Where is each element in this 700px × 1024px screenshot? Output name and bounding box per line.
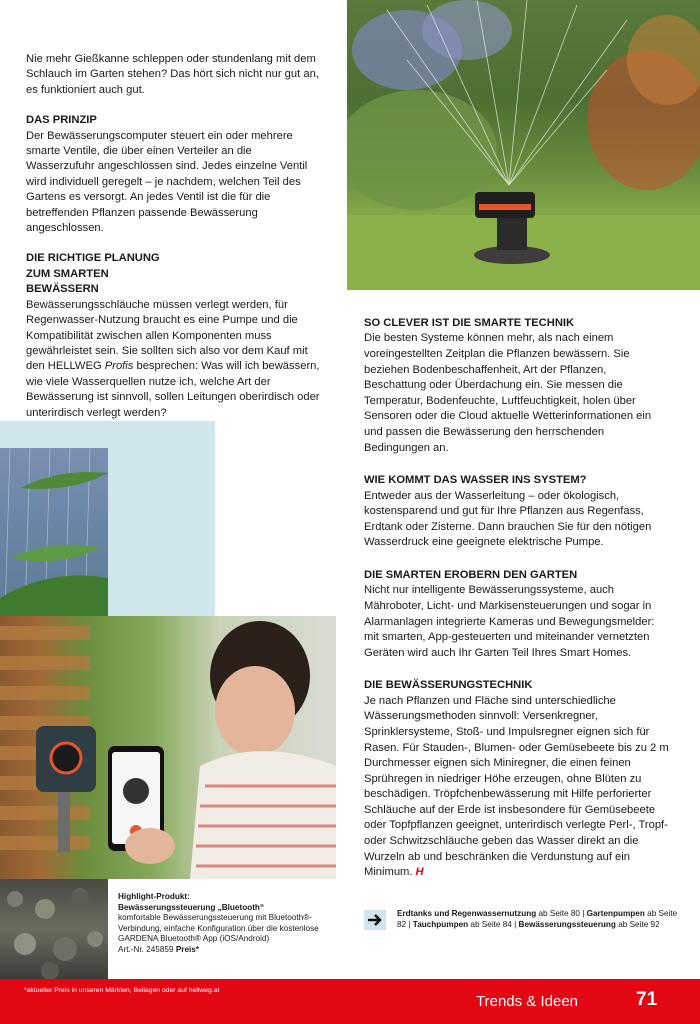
highlight-product-name: Bewässerungssteuerung „Bluetooth“ — [118, 902, 265, 912]
rain-illustration — [0, 448, 108, 616]
teal-accent-top — [0, 421, 108, 448]
body-wasser-system: Entweder aus der Wasserleitung – oder ökologisch, kostensparend und gut für Ihre Pflanzen aus Regenfass, Erdtank oder Zisterne. Dann brauchen Sie für den nötigen Wasserdruck eine geeignete elektrische Pumpe. — [364, 489, 652, 549]
sprinkler-photo — [347, 0, 700, 290]
xref-item[interactable]: Tauchpumpen — [412, 920, 469, 929]
highlight-product — [118, 892, 343, 956]
highlight-article-line: Art.-Nr. 245859 Preis* — [118, 944, 200, 954]
cross-ref-arrow-icon — [364, 910, 386, 930]
heading-clever-technik: SO CLEVER IST DIE SMARTE TECHNIK — [364, 317, 575, 329]
body-richtige-planung: Bewässerungsschläuche müssen verlegt werden, für Regenwasser-Nutzung braucht es eine Pumpe und die Kompatibilität zwischen allen Komponenten muss gewährleistet sein. Sie sollten sich also vor dem Kauf mit den HELLWEG Profis besprechen: Was will ich bewässern, wie viele Wasserquellen nutze ich, welche Art der Bewässerung ist sinnvoll, sollen Leitungen oberirdisch oder unterirdisch verlegt werden? — [26, 298, 320, 419]
footer-bar — [0, 979, 700, 1024]
hellweg-end-mark: H — [415, 866, 424, 879]
sprinkler-illustration — [347, 0, 700, 290]
cross-reference: Erdtanks und Regenwassernutzung ab Seite 80 | Gartenpumpen ab Seite 82 | Tauchpumpen ab Seite 84 | Bewässerungssteuerung ab Seite 92 — [397, 909, 678, 929]
xref-item[interactable]: Bewässerungssteuerung — [518, 920, 616, 929]
garden-controller-illustration — [0, 616, 336, 879]
right-column — [364, 316, 670, 898]
highlight-description: komfortable Bewässerungssteuerung mit Bluetooth®-Verbindung, einfache Konfiguration über die kostenlose GARDENA Bluetooth® App (iOS/Android) — [118, 913, 319, 944]
heading-bewaesserungstechnik: DIE BEWÄSSERUNGSTECHNIK — [364, 679, 533, 692]
xref-item[interactable]: Gartenpumpen — [586, 909, 645, 918]
heading-wasser-system: WIE KOMMT DAS WASSER INS SYSTEM? — [364, 474, 587, 487]
body-smarten-garten: Nicht nur intelligente Bewässerungssysteme, auch Mähroboter, Licht- und Markisensteuerungen und sogar in Alarmanlagen integrierte Kameras und Bewegungsmelder: mit smarten, App-gesteuerten und miteinander vernetzten Geräten wird auch Ihr Garten Teil Ihres Smart Homes. — [364, 584, 655, 659]
woman-with-phone-photo — [0, 616, 336, 879]
xref-item[interactable]: Erdtanks und Regenwassernutzung — [397, 909, 537, 918]
page-number: 71 — [636, 989, 658, 1010]
body-clever-technik: Die besten Systeme können mehr, als nach einem voreingestellten Zeitplan die Pflanzen bewässern. Sie beziehen Bodenbeschaffenheit, Art der Pflanzen, Beschattung oder Überdachung ein. Sie messen die Temperatur, Bodenfeuchte, Luftfeuchtigkeit, holen über Sensoren oder die Cloud aktuelle Wetterinformationen ein und passen die Bewässerung den herrschenden Bedingungen an. — [364, 332, 652, 454]
teal-accent-block — [108, 421, 215, 616]
intro-text: Nie mehr Gießkanne schleppen oder stundenlang mit dem Schlauch im Garten stehen? Das hört sich nicht nur gut an, es funktioniert auch gut. — [26, 53, 319, 96]
heading-das-prinzip: DAS PRINZIP — [26, 114, 97, 127]
body-bewaesserungstechnik: Je nach Pflanzen und Fläche sind unterschiedliche Wässerungsmethoden sinnvoll: Versenkregner, Sprinklersysteme, Stoß- und Impulsregner eignen sich für Rasen. Für Stauden-, Blumen- oder Gemüsebeete bis zu 2 m Durchmesser eignen sich Miniregner, die einen feinen Sprühregen in niedriger Höhe erzeugen, ohne Blüten zu beschädigen. Tröpfchenbewässerung mit Hilfe perforierter Schläuche auf der Erde ist insbesondere für Gemüsebeete oder Topfpflanzen geeignet, unterirdisch verlegte Perl-, Tropf- oder Schwitzschläuche geben das Wasser direkt an die Wurzeln ab und beschränken die Verdunstung auf ein Minimum. H — [364, 694, 669, 879]
price-footnote: *aktueller Preis in unseren Märkten, Beilagen oder auf hellweg.at — [24, 987, 220, 994]
stone-ground-illustration — [0, 879, 108, 979]
highlight-label: Highlight-Produkt: — [118, 892, 190, 901]
heading-smarten-garten: DIE SMARTEN EROBERN DEN GARTEN — [364, 568, 578, 581]
rain-plant-photo — [0, 448, 108, 616]
product-photo — [0, 879, 108, 979]
heading-richtige-planung: DIE RICHTIGE PLANUNG ZUM SMARTEN BEWÄSSERN — [26, 252, 160, 296]
section-name: Trends & Ideen — [476, 993, 579, 1010]
left-column — [26, 52, 322, 436]
body-das-prinzip: Der Bewässerungscomputer steuert ein oder mehrere smarte Ventile, die über einen Verteiler an die Wasserzufuhr angeschlossen sind. Jedes einzelne Ventil wird individuell geregelt – je nachdem, welchen Teil des Gartens es versorgt. An jedes Ventil ist die für die betreffenden Pflanzen passende Bewässerung angeschlossen. — [26, 129, 308, 235]
